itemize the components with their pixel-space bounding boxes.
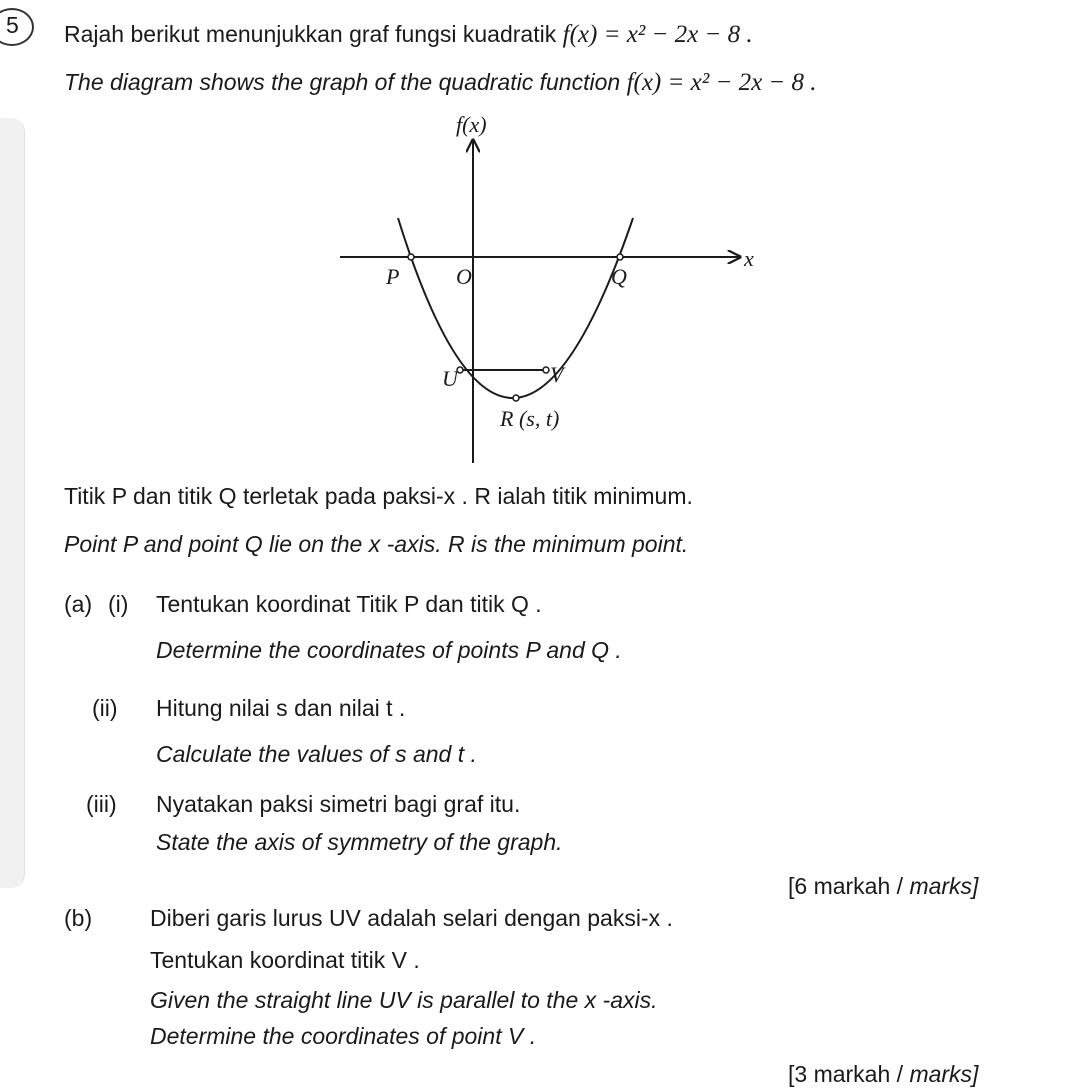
- intro-english: The diagram shows the graph of the quadratic function f(x) = x² − 2x − 8 .: [64, 69, 817, 96]
- statement-english: Point P and point Q lie on the x -axis. R is the minimum point.: [64, 531, 689, 557]
- point-v: [543, 367, 549, 373]
- quadratic-graph: [330, 108, 770, 468]
- label-p: P: [386, 264, 400, 289]
- part-a-marks: [6 markah / marks]: [788, 873, 979, 899]
- page-edge-shadow: [0, 118, 25, 888]
- part-a-label: (a): [64, 591, 93, 617]
- point-q: [617, 254, 623, 260]
- part-a-iii-malay: Nyatakan paksi simetri bagi graf itu.: [156, 791, 521, 817]
- part-b-marks: [3 markah / marks]: [788, 1061, 979, 1087]
- question-number: 5: [6, 12, 19, 38]
- part-a-i-malay: Tentukan koordinat Titik P dan titik Q .: [156, 591, 542, 617]
- y-axis-label: f(x): [456, 112, 487, 137]
- part-b-english-line2: Determine the coordinates of point V .: [150, 1023, 537, 1049]
- function-expression-ms: f(x) = x² − 2x − 8 .: [562, 21, 753, 48]
- part-a-iii-english: State the axis of symmetry of the graph.: [156, 829, 563, 855]
- label-u: U: [442, 366, 458, 391]
- question-number-circle: [0, 8, 34, 46]
- label-r: R (s, t): [500, 406, 560, 431]
- part-b-malay-line1: Diberi garis lurus UV adalah selari dengan paksi-x .: [150, 905, 673, 931]
- part-a-iii-number: (iii): [86, 791, 117, 817]
- label-q: Q: [611, 264, 627, 289]
- statement-malay: Titik P dan titik Q terletak pada paksi-x . R ialah titik minimum.: [64, 483, 693, 509]
- part-b-english-line1: Given the straight line UV is parallel to the x -axis.: [150, 987, 658, 1013]
- point-p: [408, 254, 414, 260]
- part-a-ii-number: (ii): [92, 695, 118, 721]
- label-o: O: [456, 264, 472, 289]
- intro-malay: Rajah berikut menunjukkan graf fungsi kuadratik f(x) = x² − 2x − 8 .: [64, 21, 753, 48]
- part-a-ii-english: Calculate the values of s and t .: [156, 741, 477, 767]
- part-a-ii-malay: Hitung nilai s dan nilai t .: [156, 695, 406, 721]
- part-a-i-number: (i): [108, 591, 129, 617]
- part-a-i-english: Determine the coordinates of points P and Q .: [156, 637, 622, 663]
- x-axis-label: x: [744, 246, 754, 271]
- point-u: [457, 367, 463, 373]
- label-v: V: [550, 362, 564, 387]
- part-b-malay-line2: Tentukan koordinat titik V .: [150, 947, 420, 973]
- function-expression-en: f(x) = x² − 2x − 8 .: [626, 69, 817, 96]
- part-b-label: (b): [64, 905, 93, 931]
- point-r: [513, 395, 519, 401]
